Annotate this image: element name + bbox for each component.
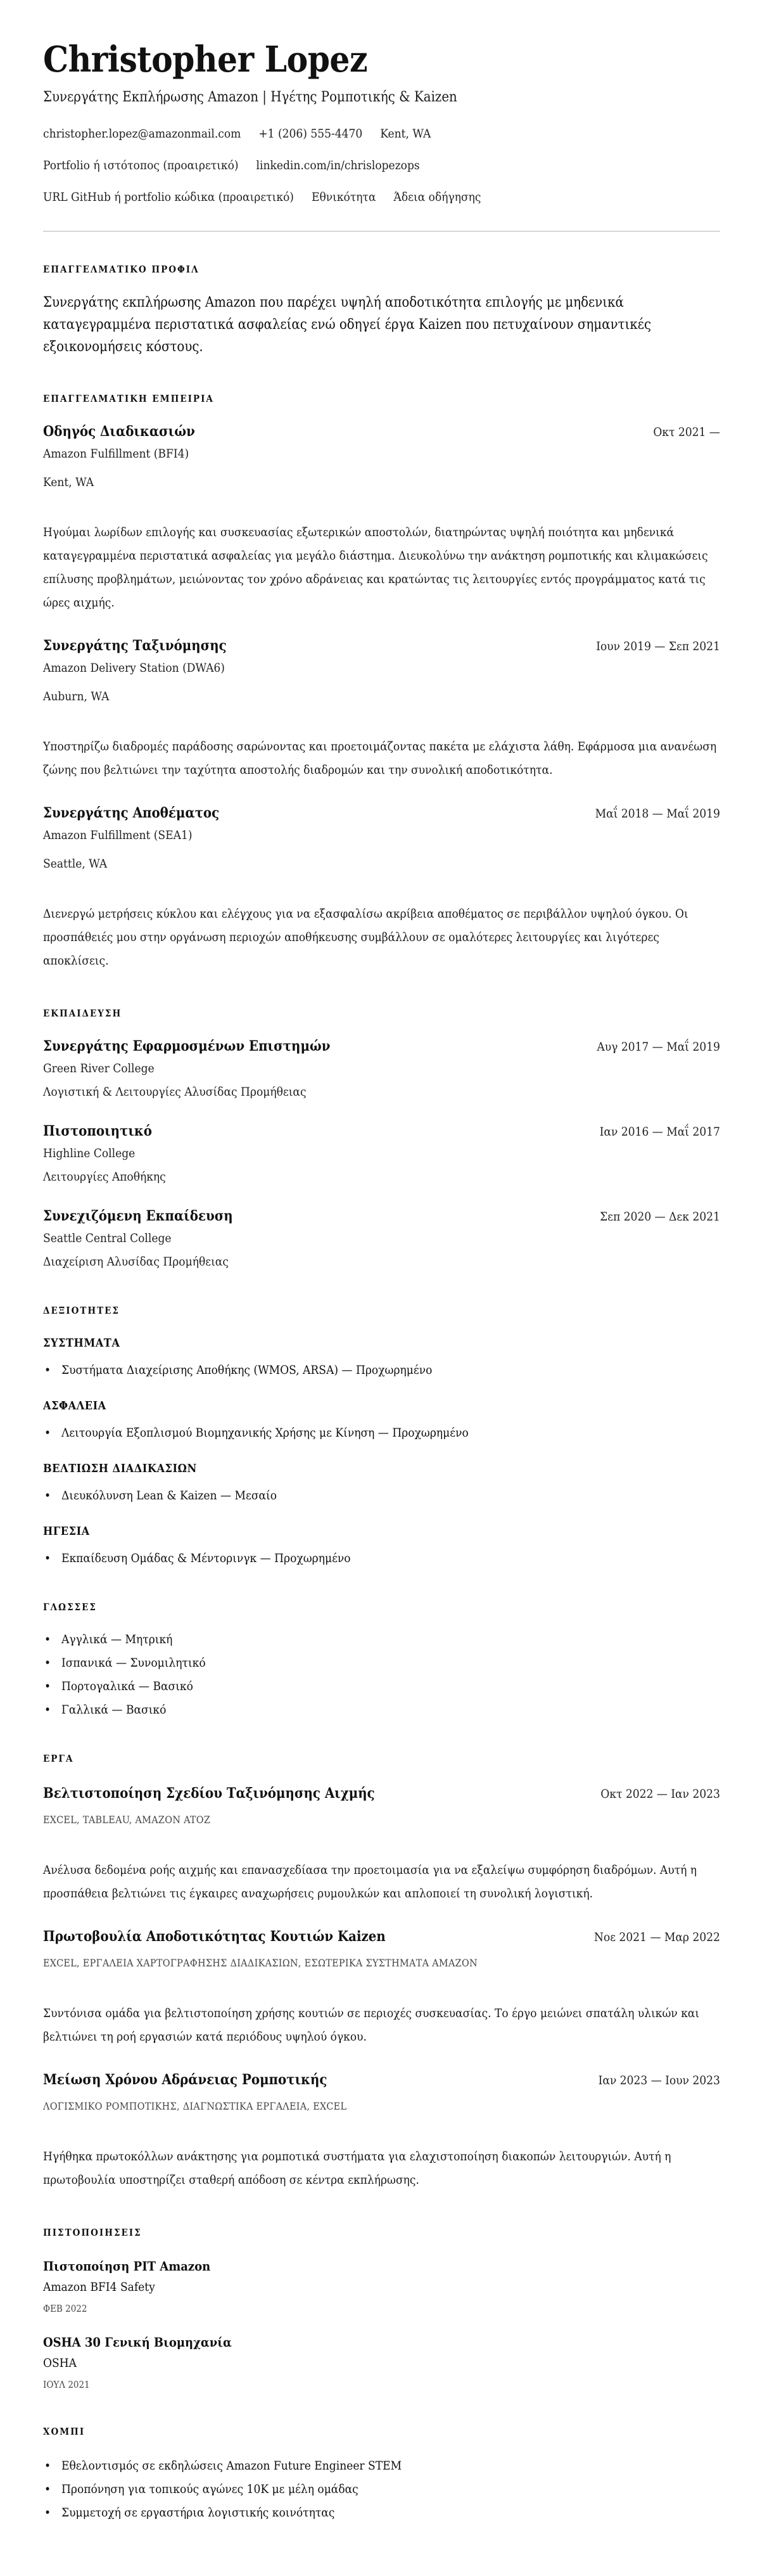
skill-item-text: Διευκόλυνση Lean & Kaizen — Μεσαίο [61, 1489, 277, 1503]
certification-date: ΦΕΒ 2022 [43, 2303, 87, 2314]
certifications-section [43, 2226, 720, 2391]
entry-header [43, 422, 720, 442]
school-name: Green River College [43, 1061, 155, 1075]
project-title: Βελτιστοποίηση Σχεδίου Ταξινόμησης Αιχμής [43, 1785, 375, 1802]
skill-list [43, 1487, 720, 1504]
job-dates: Μαΐ 2018 — Μαΐ 2019 [595, 807, 720, 821]
bullet-icon: • [44, 1656, 51, 1670]
project-tech-stack: ΛΟΓΙΣΜΙΚΟ ΡΟΜΠΟΤΙΚΗΣ, ΔΙΑΓΝΩΣΤΙΚΑ ΕΡΓΑΛΕΙΑ, EXCEL [43, 2100, 347, 2112]
bullet-icon: • [44, 2506, 51, 2520]
school-name: Highline College [43, 1146, 136, 1160]
degree-title: Πιστοποιητικό [43, 1123, 152, 1139]
hobby-item [43, 2501, 720, 2525]
hobby-item-text: Συμμετοχή σε εργαστήρια λογιστικής κοινότητας [61, 2506, 335, 2520]
field-of-study: Λειτουργίες Αποθήκης [43, 1170, 166, 1184]
linkedin-link[interactable]: linkedin.com/in/chrislopezops [256, 158, 420, 172]
skill-list [43, 1550, 720, 1567]
hobby-item [43, 2454, 720, 2478]
section-title: ΔΕΞΙΟΤΗΤΕΣ [43, 1305, 120, 1316]
field-of-study: Διαχείριση Αλυσίδας Προμήθειας [43, 1255, 229, 1269]
job-dates: Ιουν 2019 — Σεπ 2021 [596, 639, 720, 653]
language-item-text: Αγγλικά — Μητρική [61, 1632, 173, 1646]
portfolio-link[interactable]: Portfolio ή ιστότοπος (προαιρετικό) [43, 158, 239, 172]
contact-row [43, 124, 720, 143]
certification-entry [43, 2334, 720, 2391]
language-item [43, 1651, 720, 1675]
skill-category-title: ΣΥΣΤΗΜΑΤΑ [43, 1336, 120, 1350]
job-title: Συνεργάτης Αποθέματος [43, 805, 220, 821]
project-title: Πρωτοβουλία Αποδοτικότητας Κουτιών Kaizen [43, 1928, 386, 1945]
resume-header [43, 39, 720, 207]
entry-header [43, 636, 720, 656]
bullet-icon: • [44, 1489, 51, 1503]
job-location: Seattle, WA [43, 857, 108, 871]
entry-header [43, 2070, 720, 2090]
job-title: Συνεργάτης Ταξινόμησης [43, 638, 227, 654]
experience-section [43, 392, 720, 973]
skills-section [43, 1304, 720, 1567]
language-item [43, 1628, 720, 1651]
education-dates: Ιαν 2016 — Μαΐ 2017 [599, 1125, 720, 1139]
email-link[interactable]: christopher.lopez@amazonmail.com [43, 127, 241, 141]
section-title: ΕΡΓΑ [43, 1753, 74, 1764]
school-name: Seattle Central College [43, 1231, 172, 1245]
certification-issuer: Amazon BFI4 Safety [43, 2280, 155, 2294]
project-dates: Οκτ 2022 — Ιαν 2023 [600, 1787, 720, 1801]
skill-item-text: Εκπαίδευση Ομάδας & Μέντορινγκ — Προχωρημένο [61, 1551, 351, 1565]
bullet-icon: • [44, 1703, 51, 1717]
header-divider [43, 231, 720, 232]
entry-header [43, 1122, 720, 1141]
language-item-text: Ισπανικά — Συνομιλητικό [61, 1656, 206, 1670]
project-title: Μείωση Χρόνου Αδράνειας Ρομποτικής [43, 2072, 327, 2088]
bullet-icon: • [44, 1426, 51, 1440]
project-dates: Νοε 2021 — Μαρ 2022 [594, 1930, 720, 1944]
entry-header [43, 1037, 720, 1056]
education-entry [43, 1207, 720, 1270]
job-location: Auburn, WA [43, 689, 110, 703]
job-description: Υποστηρίζω διαδρομές παράδοσης σαρώνοντας και προετοιμάζοντας πακέτα με ελάχιστα λάθη. Εφάρμοσα μια ανανέωση ζώνης που βελτιώνει την ταχύτητα αποστολής διαδρομών και την συνολική αποδοτικότητα. [43, 740, 717, 777]
company-name: Amazon Delivery Station (DWA6) [43, 661, 225, 675]
bullet-icon: • [44, 2482, 51, 2496]
driving-license: Άδεια οδήγησης [393, 190, 481, 204]
skill-item [43, 1487, 720, 1504]
job-description: Διενεργώ μετρήσεις κύκλου και ελέγχους για να εξασφαλίσω ακρίβεια αποθέματος σε περιβάλλον υψηλού όγκου. Οι προσπάθειές μου στην οργάνωση περιοχών αποθήκευσης συμβάλλουν σε ομαλότερες λειτουργίες και λιγότερες αποκλίσεις. [43, 907, 688, 968]
entry-header [43, 1207, 720, 1226]
education-entry [43, 1037, 720, 1100]
project-tech-stack: EXCEL, ΕΡΓΑΛΕΙΑ ΧΑΡΤΟΓΡΑΦΗΣΗΣ ΔΙΑΔΙΚΑΣΙΩΝ, ΕΣΩΤΕΡΙΚΑ ΣΥΣΤΗΜΑΤΑ AMAZON [43, 1957, 478, 1969]
certification-date: ΙΟΥΛ 2021 [43, 2379, 90, 2390]
skill-item [43, 1550, 720, 1567]
project-description: Συντόνισα ομάδα για βελτιστοποίηση χρήσης κουτιών σε περιοχές συσκευασίας. Το έργο μειώνει σπατάλη υλικών και βελτιώνει τη ροή εργασιών κατά περιόδους υψηλού όγκου. [43, 2006, 700, 2044]
education-section [43, 1007, 720, 1270]
language-item [43, 1698, 720, 1722]
hobby-item [43, 2478, 720, 2501]
education-entry [43, 1122, 720, 1185]
hobbies-section [43, 2425, 720, 2525]
headline: Συνεργάτης Εκπλήρωσης Amazon | Ηγέτης Ρομποτικής & Kaizen [43, 89, 457, 105]
bullet-icon: • [44, 1632, 51, 1646]
project-tech-stack: EXCEL, TABLEAU, AMAZON ATOZ [43, 1814, 211, 1826]
certification-name: OSHA 30 Γενική Βιομηχανία [43, 2335, 232, 2350]
project-entry [43, 2070, 720, 2192]
job-location: Kent, WA [43, 475, 94, 489]
section-title: ΓΛΩΣΣΕΣ [43, 1601, 97, 1613]
entry-header [43, 1784, 720, 1804]
job-dates: Οκτ 2021 — [653, 425, 720, 439]
skill-list [43, 1362, 720, 1378]
projects-section [43, 1752, 720, 2192]
degree-title: Συνεργάτης Εφαρμοσμένων Επιστημών [43, 1038, 331, 1054]
job-title: Οδηγός Διαδικασιών [43, 423, 195, 440]
candidate-name: Christopher Lopez [43, 39, 368, 80]
section-title: ΕΠΑΓΓΕΛΜΑΤΙΚΟ ΠΡΟΦΙΛ [43, 264, 200, 275]
entry-header [43, 804, 720, 823]
language-item-text: Γαλλικά — Βασικό [61, 1703, 167, 1717]
education-dates: Αυγ 2017 — Μαΐ 2019 [597, 1040, 720, 1054]
section-title: ΧΟΜΠΙ [43, 2426, 86, 2437]
hobby-item-text: Εθελοντισμός σε εκδηλώσεις Amazon Future Engineer STEM [61, 2459, 402, 2473]
skill-list [43, 1425, 720, 1441]
contact-row [43, 156, 720, 175]
github-link[interactable]: URL GitHub ή portfolio κώδικα (προαιρετικό) [43, 190, 294, 204]
skill-item [43, 1362, 720, 1378]
location: Kent, WA [380, 127, 431, 141]
section-title: ΕΚΠΑΙΔΕΥΣΗ [43, 1008, 122, 1019]
skill-item [43, 1425, 720, 1441]
degree-title: Συνεχιζόμενη Εκπαίδευση [43, 1208, 233, 1224]
field-of-study: Λογιστική & Λειτουργίες Αλυσίδας Προμήθειας [43, 1085, 307, 1099]
bullet-icon: • [44, 1679, 51, 1693]
summary-section [43, 263, 720, 358]
skill-item-text: Συστήματα Διαχείρισης Αποθήκης (WMOS, ARSA) — Προχωρημένο [61, 1363, 433, 1377]
project-dates: Ιαν 2023 — Ιουν 2023 [598, 2073, 720, 2087]
bullet-icon: • [44, 1551, 51, 1565]
project-description: Ηγήθηκα πρωτοκόλλων ανάκτησης για ρομποτικά συστήματα για ελαχιστοποίηση διακοπών λειτουργιών. Αυτή η πρωτοβουλία υποστηρίζει σταθερή απόδοση σε κέντρα εκπλήρωσης. [43, 2150, 671, 2187]
company-name: Amazon Fulfillment (SEA1) [43, 828, 193, 842]
experience-entry [43, 804, 720, 973]
experience-entry [43, 422, 720, 615]
section-title: ΠΙΣΤΟΠΟΙΗΣΕΙΣ [43, 2227, 142, 2238]
project-entry [43, 1784, 720, 1906]
bullet-icon: • [44, 2459, 51, 2473]
certification-name: Πιστοποίηση PIT Amazon [43, 2259, 211, 2274]
skill-item-text: Λειτουργία Εξοπλισμού Βιομηχανικής Χρήσης με Κίνηση — Προχωρημένο [61, 1426, 469, 1440]
entry-header [43, 1927, 720, 1947]
skill-category-title: ΑΣΦΑΛΕΙΑ [43, 1399, 106, 1413]
languages-section [43, 1601, 720, 1722]
certification-entry [43, 2258, 720, 2315]
nationality: Εθνικότητα [311, 190, 376, 204]
skill-category-title: ΒΕΛΤΙΩΣΗ ΔΙΑΔΙΚΑΣΙΩΝ [43, 1462, 197, 1475]
hobby-item-text: Προπόνηση για τοπικούς αγώνες 10K με μέλη ομάδας [61, 2482, 358, 2496]
language-item [43, 1675, 720, 1698]
language-item-text: Πορτογαλικά — Βασικό [61, 1679, 193, 1693]
bullet-icon: • [44, 1363, 51, 1377]
experience-entry [43, 636, 720, 782]
section-title: ΕΠΑΓΓΕΛΜΑΤΙΚΗ ΕΜΠΕΙΡΙΑ [43, 393, 214, 404]
phone: +1 (206) 555-4470 [258, 127, 363, 141]
project-entry [43, 1927, 720, 2049]
project-description: Ανέλυσα δεδομένα ροής αιχμής και επανασχεδίασα την προετοιμασία για να εξαλείψω συμφόρηση διαδρόμων. Αυτή η προσπάθεια βελτιώνει τις έγκαιρες αναχωρήσεις ρυμουλκών και απλοποιεί τη συνολική λογιστική. [43, 1863, 697, 1900]
company-name: Amazon Fulfillment (BFI4) [43, 447, 189, 461]
education-dates: Σεπ 2020 — Δεκ 2021 [600, 1210, 720, 1224]
certification-issuer: OSHA [43, 2356, 77, 2370]
skill-category-title: ΗΓΕΣΙΑ [43, 1525, 90, 1538]
summary-text: Συνεργάτης εκπλήρωσης Amazon που παρέχει υψηλή αποδοτικότητα επιλογής με μηδενικά καταγεγραμμένα περιστατικά ασφαλείας ενώ οδηγεί έργα Kaizen που πετυχαίνουν σημαντικές εξοικονομήσεις κόστους. [43, 295, 652, 355]
contact-row [43, 188, 720, 207]
job-description: Ηγούμαι λωρίδων επιλογής και συσκευασίας εξωτερικών αποστολών, διατηρώντας υψηλή ποιότητα και μηδενικά καταγεγραμμένα περιστατικά ασφαλείας για μεγάλο διάστημα. Διευκολύνω την ανάκτηση ρομποτικής και κλιμακώσεις επίλυσης προβλημάτων, μειώνοντας τον χρόνο αδράνειας και κρατώντας τις λειτουργίες εντός προγράμματος κατά τις ώρες αιχμής. [43, 525, 708, 610]
